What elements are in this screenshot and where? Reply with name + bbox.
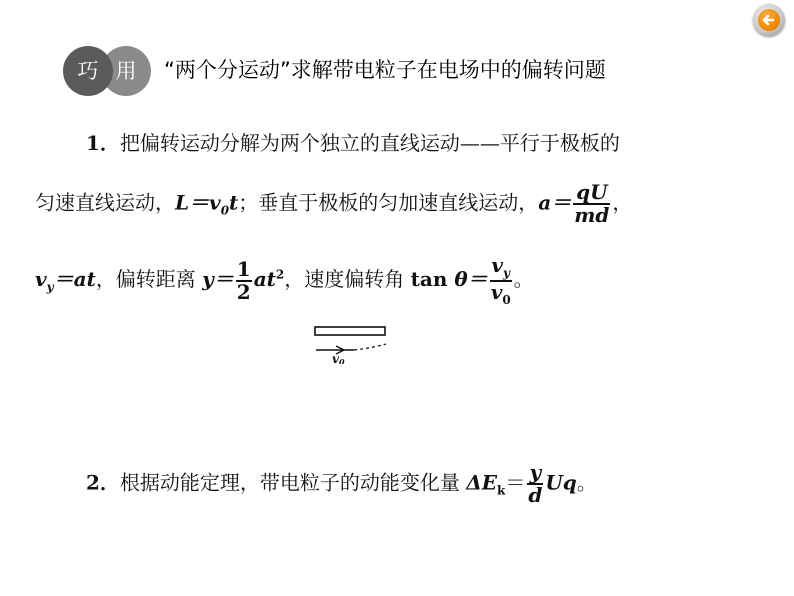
- frac-qU-num: qU: [573, 182, 610, 205]
- frac-y-num: y: [527, 462, 543, 485]
- badge-qiao: [63, 46, 113, 96]
- eq-Uq: Uq: [545, 470, 577, 495]
- item1-comma: ，: [612, 190, 633, 215]
- velocity-label: [332, 352, 345, 364]
- item1-text-a: 把偏转运动分解为两个独立的直线运动——平行于极板的: [119, 131, 620, 155]
- eq-L: L＝v: [175, 190, 221, 215]
- eq-vy-v: v: [35, 267, 47, 292]
- frac-qU-den: md: [574, 203, 610, 227]
- frac-vy-num-v: v: [491, 253, 503, 277]
- frac-d-den: d: [528, 483, 543, 507]
- deflection-diagram: [314, 324, 388, 364]
- item1-line2: [35, 182, 632, 226]
- item2-text: 根据动能定理，带电粒子的动能变化量: [119, 470, 467, 495]
- item2-line: [86, 462, 597, 506]
- item1-text-c: ，偏转距离: [95, 267, 203, 292]
- frac-half: [236, 256, 252, 304]
- frac-qU-md: [573, 182, 610, 226]
- item1-line1: [86, 127, 620, 156]
- eq-equals: ＝: [505, 470, 526, 495]
- eq-vy: ＝at: [53, 267, 96, 292]
- frac-v0-den-sub: 0: [502, 292, 511, 307]
- velocity-label-v: v: [332, 352, 339, 364]
- back-button[interactable]: [753, 4, 785, 36]
- trajectory-path: [354, 344, 386, 350]
- eq-L-t: t: [229, 190, 239, 215]
- eq-dE-sub: k: [497, 483, 506, 498]
- item1-end: 。: [513, 267, 534, 292]
- item2-number: 2．: [86, 470, 120, 495]
- badge-qiao-text: 巧: [77, 59, 99, 83]
- eq-L-sub: 0: [220, 203, 230, 218]
- item1-sep: ；垂直于极板的匀加速直线运动，: [238, 190, 539, 215]
- eq-at-sup: 2: [275, 267, 285, 282]
- item1-number: 1．: [86, 131, 120, 155]
- badge-yong-text: 用: [115, 59, 137, 83]
- eq-tan: tan: [410, 267, 455, 292]
- eq-vy-sub: y: [46, 280, 54, 295]
- frac-vy-num: [490, 255, 512, 282]
- frac-v0-den-v: v: [490, 279, 503, 304]
- frac-v0-den: [490, 279, 512, 307]
- frac-y-d: [527, 462, 543, 506]
- eq-dE: ΔE: [466, 470, 498, 495]
- upper-plate: [315, 327, 385, 335]
- velocity-label-sub: 0: [338, 357, 345, 364]
- eq-theta: θ＝: [454, 267, 488, 292]
- frac-half-den: 2: [236, 279, 251, 304]
- frac-vy-v0: [490, 255, 512, 306]
- eq-at: at: [253, 267, 276, 292]
- eq-y: y＝: [202, 267, 234, 292]
- item2-end: 。: [576, 470, 597, 495]
- frac-half-num: 1: [236, 256, 251, 281]
- section-heading: “两个分运动”求解带电粒子在电场中的偏转问题: [164, 58, 606, 82]
- item1-line3: [35, 255, 534, 306]
- frac-vy-num-sub: y: [503, 266, 510, 280]
- eq-a: a＝: [538, 190, 572, 215]
- item1-text-d: ，速度偏转角: [284, 267, 411, 292]
- item1-text-b: 匀速直线运动，: [35, 190, 175, 215]
- back-arrow-icon: [757, 8, 781, 32]
